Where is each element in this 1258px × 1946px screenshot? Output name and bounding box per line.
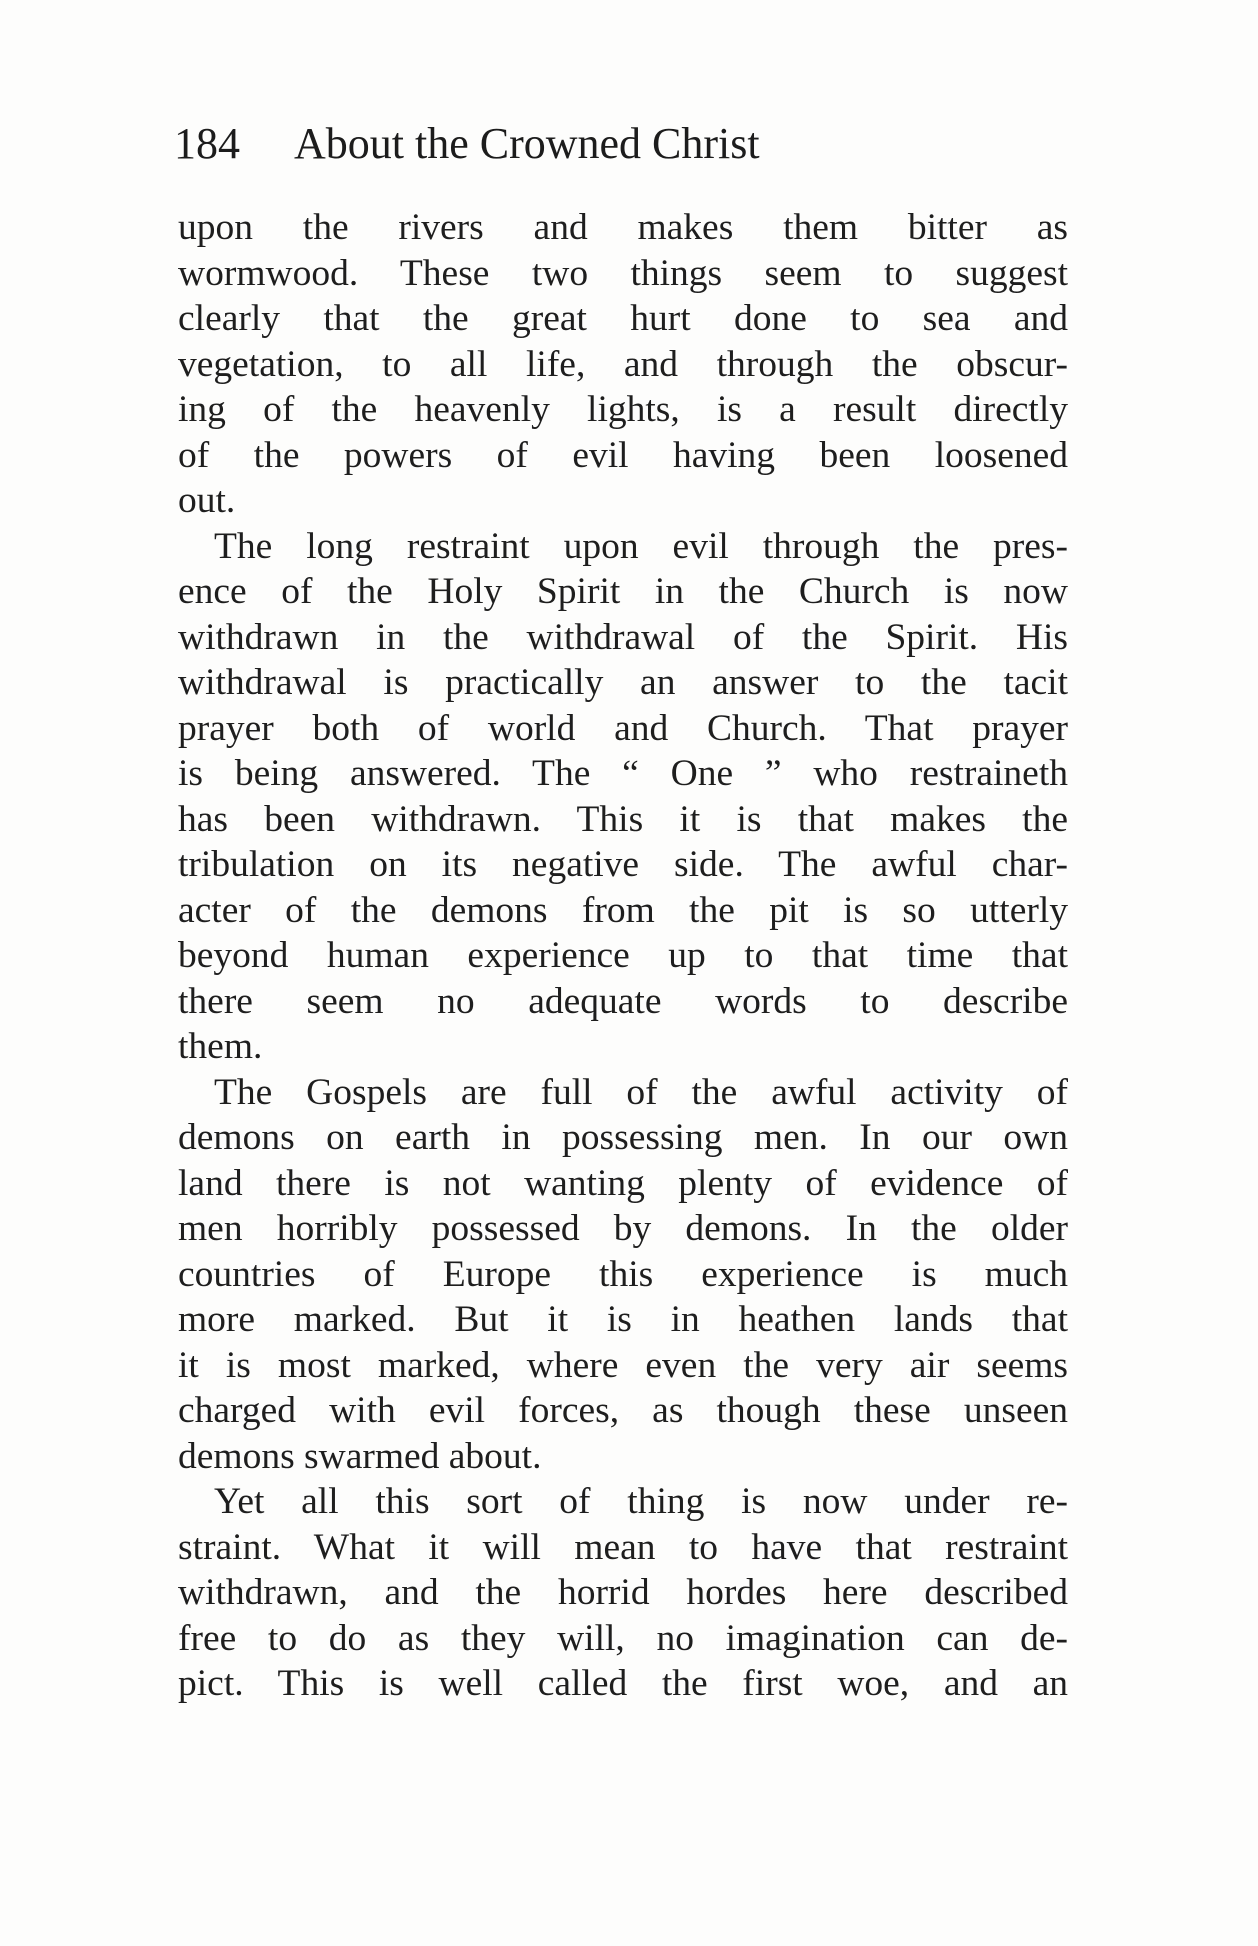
body-text (178, 205, 1068, 1707)
text-line: land there is not wanting plenty of evidence of (178, 1162, 1068, 1204)
text-line: The Gospels are full of the awful activity of (214, 1071, 1068, 1113)
text-line: of the powers of evil having been loosened (178, 434, 1068, 476)
text-line: withdrawn in the withdrawal of the Spirit. His (178, 616, 1068, 658)
text-line: charged with evil forces, as though these unseen (178, 1390, 1068, 1431)
text-line: wormwood. These two things seem to suggest (178, 252, 1068, 294)
text-line: has been withdrawn. This it is that makes the (178, 798, 1068, 840)
text-line: demons swarmed about. (178, 1435, 542, 1477)
page-number: 184 (174, 119, 240, 168)
text-line: clearly that the great hurt done to sea and (178, 298, 1068, 339)
running-title: About the Crowned Christ (294, 119, 760, 168)
running-head (174, 118, 1074, 169)
text-line: beyond human experience up to that time that (178, 935, 1068, 976)
text-line: countries of Europe this experience is much (178, 1253, 1068, 1295)
text-line: ing of the heavenly lights, is a result directly (178, 389, 1068, 430)
text-line: out. (178, 480, 236, 521)
text-line: prayer both of world and Church. That prayer (178, 707, 1068, 749)
paragraph-4 (178, 1479, 1068, 1707)
text-line: more marked. But it is in heathen lands that (178, 1299, 1068, 1340)
text-line: withdrawn, and the horrid hordes here described (178, 1572, 1068, 1613)
text-line: demons on earth in possessing men. In our own (178, 1117, 1068, 1158)
text-line: tribulation on its negative side. The awful char- (178, 844, 1068, 885)
text-line: vegetation, to all life, and through the obscur- (178, 343, 1068, 385)
text-line: men horribly possessed by demons. In the older (178, 1208, 1068, 1249)
text-line: straint. What it will mean to have that restraint (178, 1526, 1068, 1568)
text-line: withdrawal is practically an answer to the tacit (178, 662, 1068, 703)
text-line: ence of the Holy Spirit in the Church is now (178, 571, 1068, 612)
text-line: is being answered. The “ One ” who restraineth (178, 753, 1068, 794)
text-line: them. (178, 1026, 263, 1067)
text-line: free to do as they will, no imagination can de- (178, 1617, 1068, 1659)
text-line: there seem no adequate words to describe (178, 980, 1068, 1022)
text-line: acter of the demons from the pit is so utterly (178, 889, 1068, 931)
text-line: The long restraint upon evil through the pres- (214, 525, 1068, 567)
text-line: pict. This is well called the first woe, and an (178, 1663, 1068, 1704)
paragraph-1 (178, 205, 1068, 524)
text-line: upon the rivers and makes them bitter as (178, 207, 1068, 248)
text-line: Yet all this sort of thing is now under re- (214, 1481, 1068, 1522)
paragraph-3 (178, 1070, 1068, 1480)
text-line: it is most marked, where even the very air seems (178, 1344, 1068, 1386)
paragraph-2 (178, 524, 1068, 1070)
